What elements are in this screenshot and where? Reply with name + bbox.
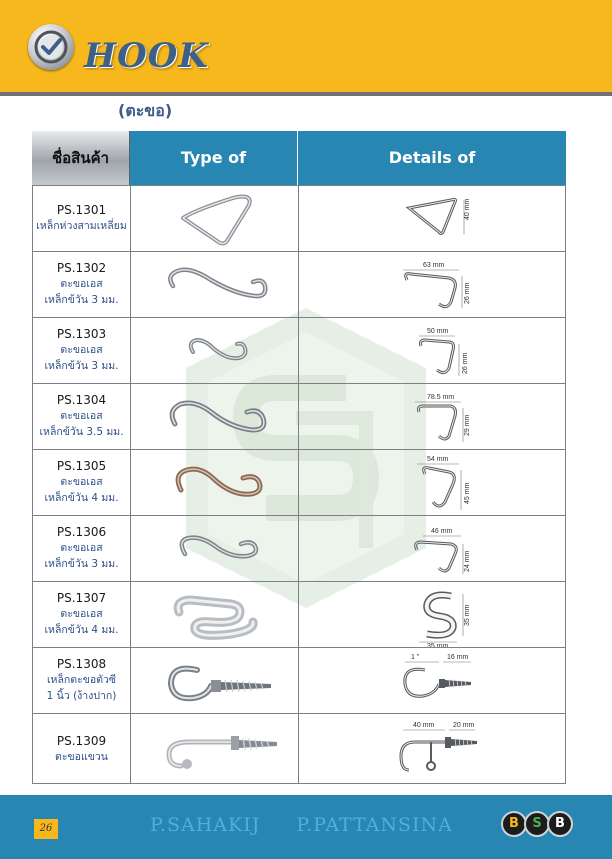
table-row: [33, 713, 565, 784]
product-drawing-cell: [299, 186, 565, 251]
product-description: เหล็กตะขอตัวซี: [46, 674, 117, 686]
dimension-label: 40 mm: [464, 198, 471, 220]
dimension-label: 26 mm: [462, 352, 469, 374]
product-description: 1 นิ้ว (ง้างปาก): [46, 690, 117, 702]
product-drawing-cell: [299, 648, 565, 713]
dimension-label: 20 mm: [453, 722, 475, 729]
product-code: PS.1309: [56, 733, 107, 748]
badge-letter: S: [532, 816, 542, 831]
product-description: ตะขอเอส: [60, 344, 103, 356]
column-header-type: [130, 131, 298, 185]
product-code: PS.1305: [56, 459, 107, 473]
product-drawing-cell: [299, 318, 565, 383]
dimension-label: 78.5 mm: [427, 394, 455, 401]
product-drawing-cell: [299, 450, 565, 515]
triangle-ring-photo: [131, 186, 299, 252]
product-photo-cell: [131, 186, 299, 251]
product-drawing-cell: [299, 516, 565, 581]
s-hook-photo: [131, 384, 299, 450]
company-name-1: P.SAHAKIJ: [150, 814, 261, 836]
dimension-label: 35 mm: [427, 643, 449, 648]
product-name-cell: [33, 186, 131, 251]
c-hook-screw-drawing: [299, 648, 565, 714]
table-row: [33, 251, 565, 317]
table-row: [33, 383, 565, 449]
product-photo-cell: [131, 384, 299, 449]
table-row: [33, 449, 565, 515]
dimension-label: 26 mm: [464, 282, 471, 304]
product-photo-cell: [131, 648, 299, 713]
product-photo-cell: [131, 582, 299, 647]
s-hook-drawing: [299, 450, 565, 516]
product-photo-cell: [131, 318, 299, 383]
brand-badge-b-icon: [547, 811, 573, 837]
column-header-name-label: ชื่อสินค้า: [51, 149, 110, 167]
product-name-cell: [33, 384, 131, 449]
product-description: เหล็กข้วัน 4 มม.: [44, 624, 119, 636]
product-code: PS.1303: [56, 327, 107, 341]
product-name-cell: [33, 318, 131, 383]
s-hook-photo: [131, 318, 299, 384]
product-photo-cell: [131, 252, 299, 317]
dimension-label: 1 ": [411, 654, 420, 661]
product-name-cell: [33, 648, 131, 713]
page-number: 26: [34, 819, 58, 839]
product-drawing-cell: [299, 714, 565, 784]
product-code: PS.1302: [56, 261, 107, 275]
triangle-ring-drawing: [299, 186, 565, 252]
product-drawing-cell: [299, 384, 565, 449]
badge-letter: B: [509, 816, 519, 831]
product-description: เหล็กห่วงสามเหลี่ยม: [36, 220, 127, 232]
header-divider: [0, 92, 612, 96]
column-header-details-label: Details of: [388, 148, 476, 167]
hanger-hook-drawing: [299, 714, 565, 784]
product-code: PS.1308: [56, 657, 107, 671]
product-description: ตะขอเอส: [60, 410, 103, 422]
dimension-label: 46 mm: [431, 528, 453, 535]
table-row: [33, 185, 565, 251]
dimension-label: 54 mm: [427, 456, 449, 463]
flat-s-hook-drawing: [299, 582, 565, 648]
company-names: [150, 812, 453, 838]
product-code: PS.1304: [56, 393, 107, 407]
product-name-cell: [33, 450, 131, 515]
table-row: [33, 317, 565, 383]
product-description: เหล็กข้วัน 3.5 มม.: [39, 426, 124, 438]
product-code: PS.1307: [56, 591, 107, 605]
product-description: ตะขอแขวน: [55, 750, 108, 763]
product-description: เหล็กข้วัน 3 มม.: [44, 294, 119, 306]
dimension-label: 50 mm: [427, 328, 449, 335]
c-hook-screw-photo: [131, 648, 299, 714]
dimension-label: 29 mm: [464, 414, 471, 436]
product-table: [32, 131, 566, 784]
table-row: [33, 581, 565, 647]
table-row: [33, 515, 565, 581]
page-subtitle: (ตะขอ): [118, 101, 173, 120]
product-description: ตะขอเอส: [60, 476, 103, 488]
product-description: เหล็กข้วัน 3 มม.: [44, 558, 119, 570]
product-photo-cell: [131, 516, 299, 581]
product-code: PS.1306: [56, 525, 107, 539]
product-name-cell: [33, 516, 131, 581]
s-hook-drawing: [299, 318, 565, 384]
dimension-label: 24 mm: [464, 550, 471, 572]
table-row: [33, 647, 565, 713]
dimension-label: 16 mm: [447, 654, 469, 661]
s-hook-photo: [131, 450, 299, 516]
product-name-cell: [33, 714, 131, 784]
dimension-label: 40 mm: [413, 722, 435, 729]
product-code: PS.1301: [56, 203, 107, 217]
column-header-details: [298, 131, 566, 185]
page-title: HOOK: [84, 36, 209, 76]
s-hook-drawing: [299, 516, 565, 582]
hanger-hook-photo: [131, 714, 299, 784]
product-description: เหล็กข้วัน 3 มม.: [44, 360, 119, 372]
product-description: ตะขอเอส: [60, 608, 103, 620]
s-hook-drawing: [299, 252, 565, 318]
dimension-label: 45 mm: [464, 482, 471, 504]
flat-s-hook-photo: [131, 582, 299, 648]
company-name-2: P.PATTANSINA: [296, 814, 453, 836]
column-header-type-label: Type of: [180, 148, 247, 167]
product-description: เหล็กข้วัน 4 มม.: [44, 492, 119, 504]
product-description: ตะขอเอส: [60, 542, 103, 554]
column-header-name: [32, 131, 130, 185]
badge-letter: B: [555, 816, 565, 831]
product-drawing-cell: [299, 252, 565, 317]
table-body: [32, 185, 566, 784]
product-photo-cell: [131, 714, 299, 784]
product-name-cell: [33, 582, 131, 647]
s-hook-drawing: [299, 384, 565, 450]
product-drawing-cell: [299, 582, 565, 647]
product-photo-cell: [131, 450, 299, 515]
dimension-label: 63 mm: [423, 262, 445, 269]
s-hook-photo: [131, 516, 299, 582]
checkmark-ring-icon: [28, 24, 74, 70]
product-name-cell: [33, 252, 131, 317]
product-description: ตะขอเอส: [60, 278, 103, 290]
dimension-label: 35 mm: [464, 604, 471, 626]
s-hook-photo: [131, 252, 299, 318]
